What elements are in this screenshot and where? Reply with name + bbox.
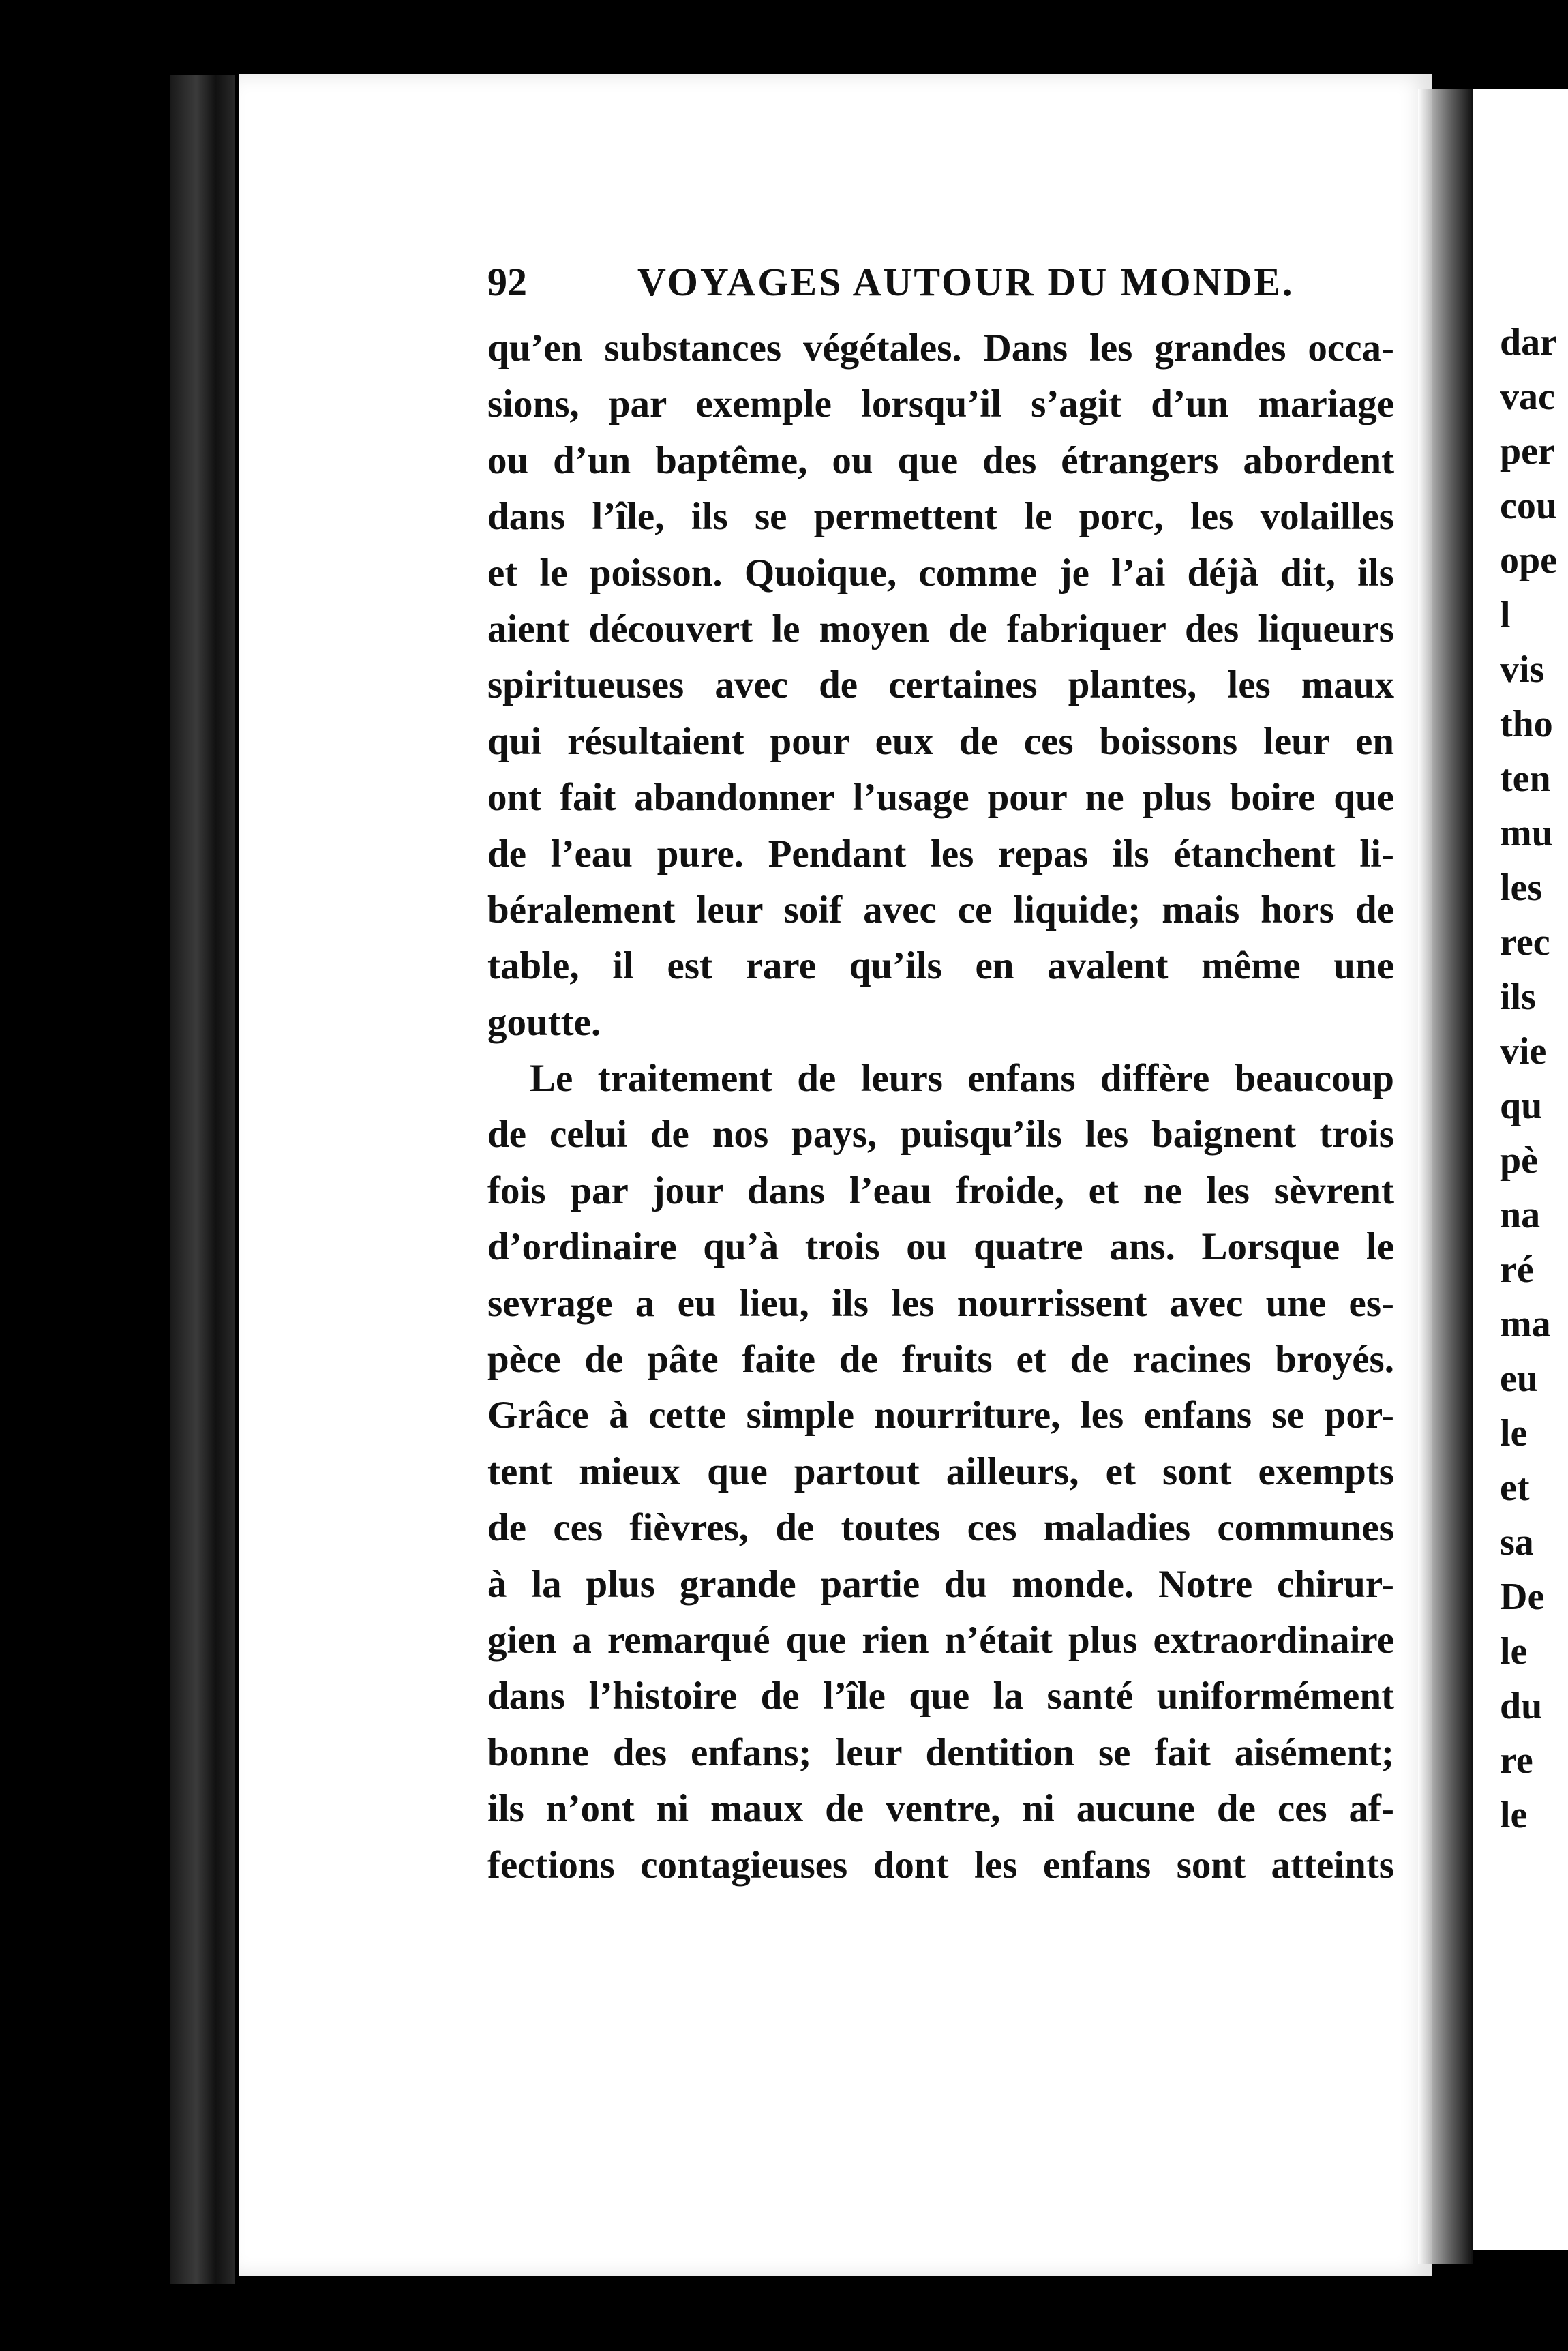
text-line: spiritueuses avec de certaines plantes, les maux	[487, 663, 1394, 707]
text-line: qu’en substances végétales. Dans les grandes occa-	[487, 327, 1394, 370]
text-line: fections contagieuses dont les enfans sont atteints	[487, 1843, 1394, 1887]
next-page-fragment: et	[1500, 1467, 1530, 1509]
next-page-fragment: De	[1500, 1576, 1545, 1618]
text-line: Le traitement de leurs enfans diffère beaucoup	[530, 1057, 1394, 1100]
next-page-fragment: eu	[1500, 1358, 1538, 1400]
next-page-fragment: le	[1500, 1412, 1528, 1454]
next-page-fragment: mu	[1500, 812, 1553, 854]
running-head	[487, 259, 1394, 314]
text-line: d’ordinaire qu’à trois ou quatre ans. Lorsque le	[487, 1225, 1394, 1269]
text-line: et le poisson. Quoique, comme je l’ai déjà dit, ils	[487, 551, 1394, 595]
next-page-fragment: re	[1500, 1739, 1533, 1782]
book-title: VOYAGES AUTOUR DU MONDE.	[637, 260, 1295, 304]
next-page-fragment: le	[1500, 1794, 1528, 1836]
text-line: de ces fièvres, de toutes ces maladies communes	[487, 1506, 1394, 1550]
next-page-fragment: vis	[1500, 648, 1545, 691]
next-page-fragment: per	[1500, 430, 1555, 473]
page-number: 92	[487, 260, 527, 304]
next-page-fragment: pè	[1500, 1139, 1538, 1182]
text-line: goutte.	[487, 1000, 601, 1044]
text-line: table, il est rare qu’ils en avalent même une	[487, 944, 1394, 988]
next-page-fragment: rec	[1500, 921, 1550, 963]
body-text	[487, 320, 1394, 1893]
next-page-fragment: vac	[1500, 376, 1555, 418]
next-page-fragment: du	[1500, 1685, 1543, 1727]
next-page-fragment: sa	[1500, 1521, 1534, 1563]
next-page-fragment: ma	[1500, 1303, 1551, 1345]
next-page-fragment: l	[1500, 594, 1511, 636]
text-line: pèce de pâte faite de fruits et de racines broyés.	[487, 1338, 1394, 1381]
next-page-fragment: vie	[1500, 1030, 1547, 1073]
text-line: ont fait abandonner l’usage pour ne plus boire que	[487, 776, 1394, 820]
gutter-shadow	[1418, 89, 1473, 2264]
next-page-edge	[1473, 89, 1568, 2250]
text-line: sevrage a eu lieu, ils les nourrissent avec une es-	[487, 1281, 1394, 1325]
text-line: sions, par exemple lorsqu’il s’agit d’un mariage	[487, 383, 1394, 426]
next-page-fragment: dar	[1500, 321, 1557, 363]
next-page-fragment: ré	[1500, 1248, 1534, 1291]
page-stack-edge	[170, 75, 235, 2284]
text-line: ils n’ont ni maux de ventre, ni aucune de ces af-	[487, 1787, 1394, 1831]
text-line: ou d’un baptême, ou que des étrangers abordent	[487, 438, 1394, 482]
next-page-fragment: na	[1500, 1194, 1541, 1236]
text-line: de celui de nos pays, puisqu’ils les baignent trois	[487, 1113, 1394, 1156]
text-line: béralement leur soif avec ce liquide; mais hors de	[487, 888, 1394, 931]
text-line: tent mieux que partout ailleurs, et sont exempts	[487, 1450, 1394, 1493]
text-line: bonne des enfans; leur dentition se fait aisément;	[487, 1731, 1394, 1774]
text-line: dans l’histoire de l’île que la santé uniformément	[487, 1675, 1394, 1718]
next-page-fragment: ten	[1500, 758, 1551, 800]
next-page-fragment: qu	[1500, 1085, 1543, 1127]
text-line: Grâce à cette simple nourriture, les enfans se por-	[487, 1394, 1394, 1437]
next-page-fragment: tho	[1500, 703, 1553, 745]
next-page-fragment: les	[1500, 867, 1543, 909]
text-line: dans l’île, ils se permettent le porc, les volailles	[487, 495, 1394, 539]
next-page-fragment: ils	[1500, 976, 1536, 1018]
next-page-fragment: le	[1500, 1630, 1528, 1673]
next-page-fragment: ope	[1500, 539, 1557, 582]
text-line: gien a remarqué que rien n’était plus extraordinaire	[487, 1618, 1394, 1662]
text-line: fois par jour dans l’eau froide, et ne les sèvrent	[487, 1169, 1394, 1212]
text-line: qui résultaient pour eux de ces boissons leur en	[487, 719, 1394, 763]
next-page-fragment: cou	[1500, 485, 1557, 527]
text-line: à la plus grande partie du monde. Notre chirur-	[487, 1562, 1394, 1606]
text-line: aient découvert le moyen de fabriquer des liqueurs	[487, 607, 1394, 650]
text-line: de l’eau pure. Pendant les repas ils étanchent li-	[487, 832, 1394, 875]
